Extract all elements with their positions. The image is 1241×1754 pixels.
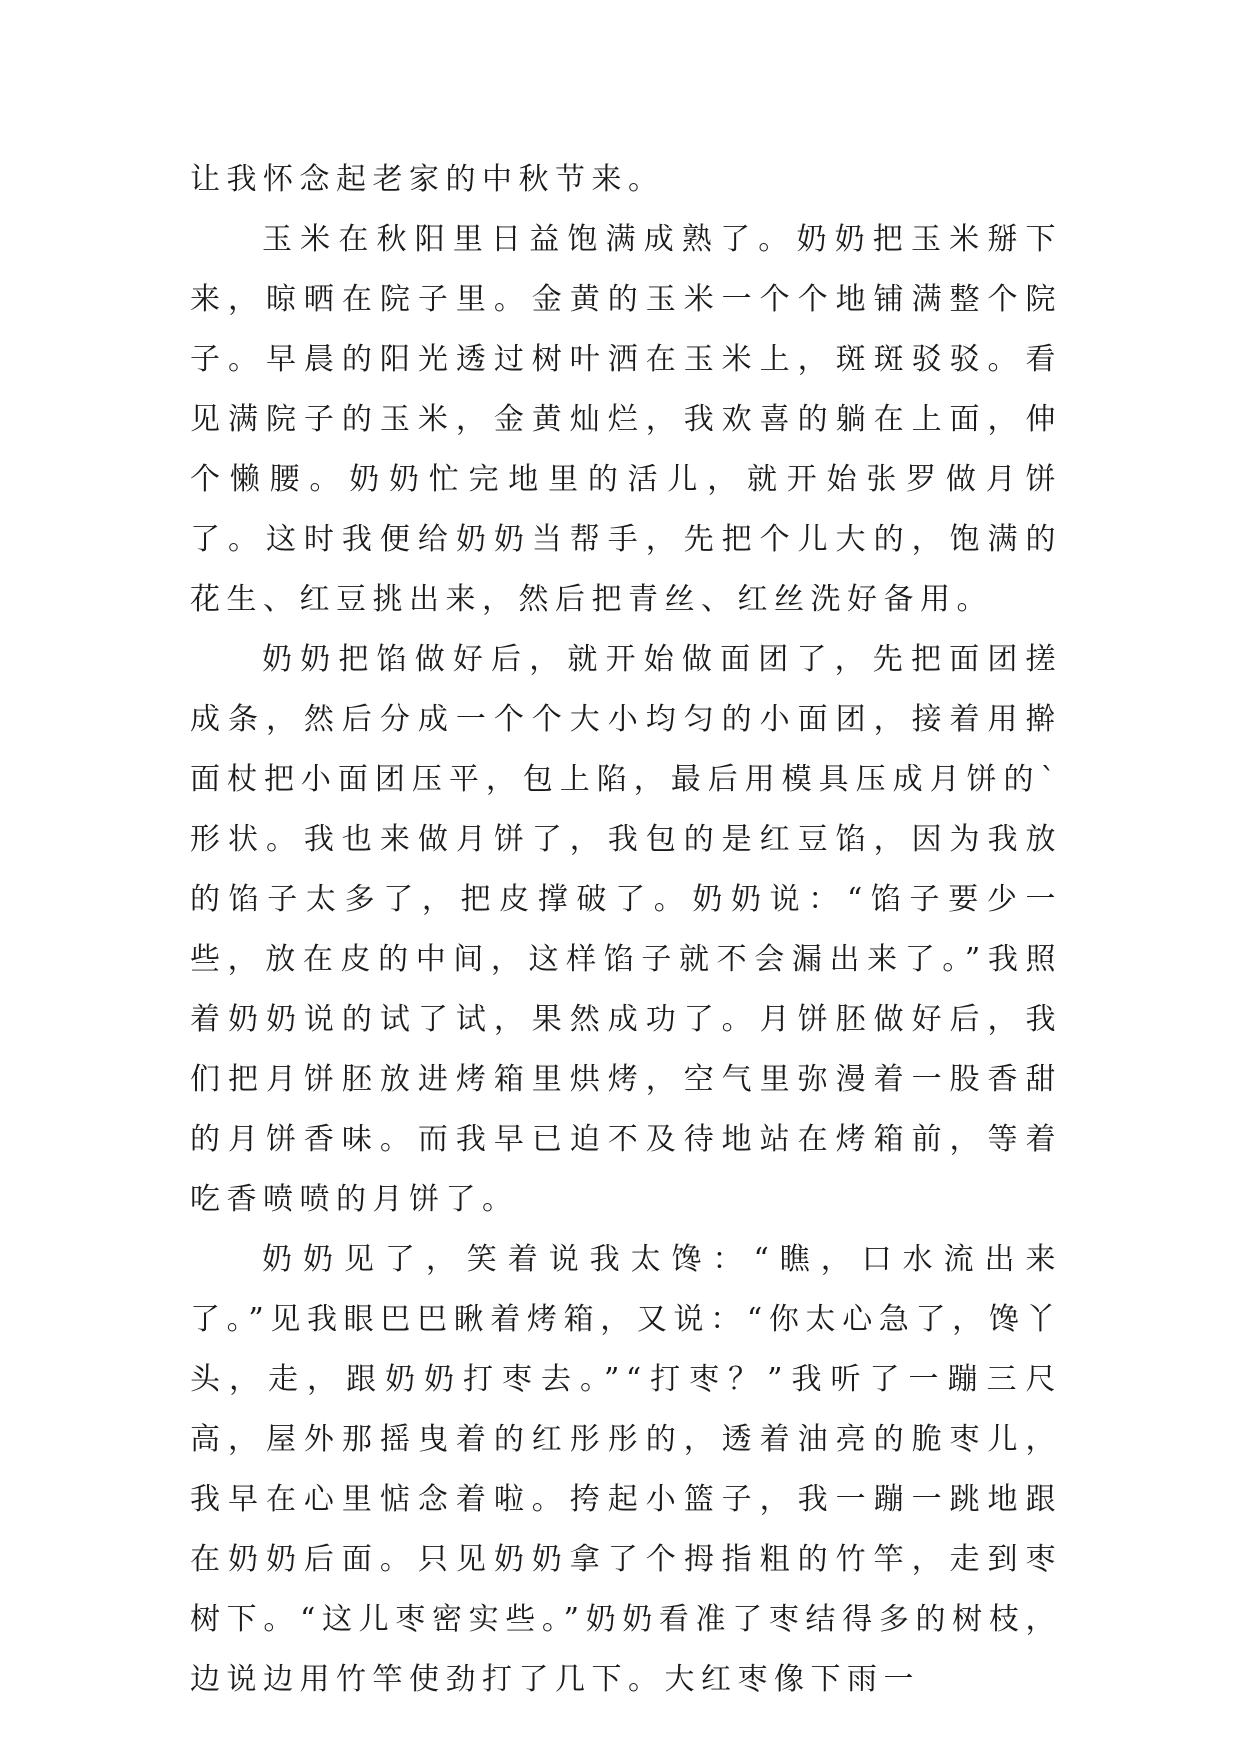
paragraph-2: 玉米在秋阳里日益饱满成熟了。奶奶把玉米掰下来，晾晒在院子里。金黄的玉米一个个地铺满整个院子。早晨的阳光透过树叶洒在玉米上，斑斑驳驳。看见满院子的玉米，金黄灿烂，我欢喜的躺在上面，伸个懒腰。奶奶忙完地里的活儿，就开始张罗做月饼了。这时我便给奶奶当帮手，先把个儿大的，饱满的花生、红豆挑出来，然后把青丝、红丝洗好备用。 xyxy=(190,222,1062,617)
document-body xyxy=(190,150,1062,1710)
paragraph-3: 奶奶把馅做好后，就开始做面团了，先把面团搓成条，然后分成一个个大小均匀的小面团，接着用擀面杖把小面团压平，包上陷，最后用模具压成月饼的`形状。我也来做月饼了，我包的是红豆馅，因为我放的馅子太多了，把皮撑破了。奶奶说：“馅子要少一些，放在皮的中间，这样馅子就不会漏出来了。”我照着奶奶说的试了试，果然成功了。月饼胚做好后，我们把月饼胚放进烤箱里烘烤，空气里弥漫着一股香甜的月饼香味。而我早已迫不及待地站在烤箱前，等着吃香喷喷的月饼了。 xyxy=(190,642,1062,1217)
paragraph-4: 奶奶见了，笑着说我太馋：“瞧，口水流出来了。”见我眼巴巴瞅着烤箱，又说：“你太心急了，馋丫头，走，跟奶奶打枣去。”“打枣？”我听了一蹦三尺高，屋外那摇曳着的红彤彤的，透着油亮的脆枣儿，我早在心里惦念着啦。挎起小篮子，我一蹦一跳地跟在奶奶后面。只见奶奶拿了个拇指粗的竹竿，走到枣树下。“这儿枣密实些。”奶奶看准了枣结得多的树枝，边说边用竹竿使劲打了几下。大红枣像下雨一 xyxy=(190,1242,1062,1697)
paragraph-1: 让我怀念起老家的中秋节来。 xyxy=(190,162,665,197)
